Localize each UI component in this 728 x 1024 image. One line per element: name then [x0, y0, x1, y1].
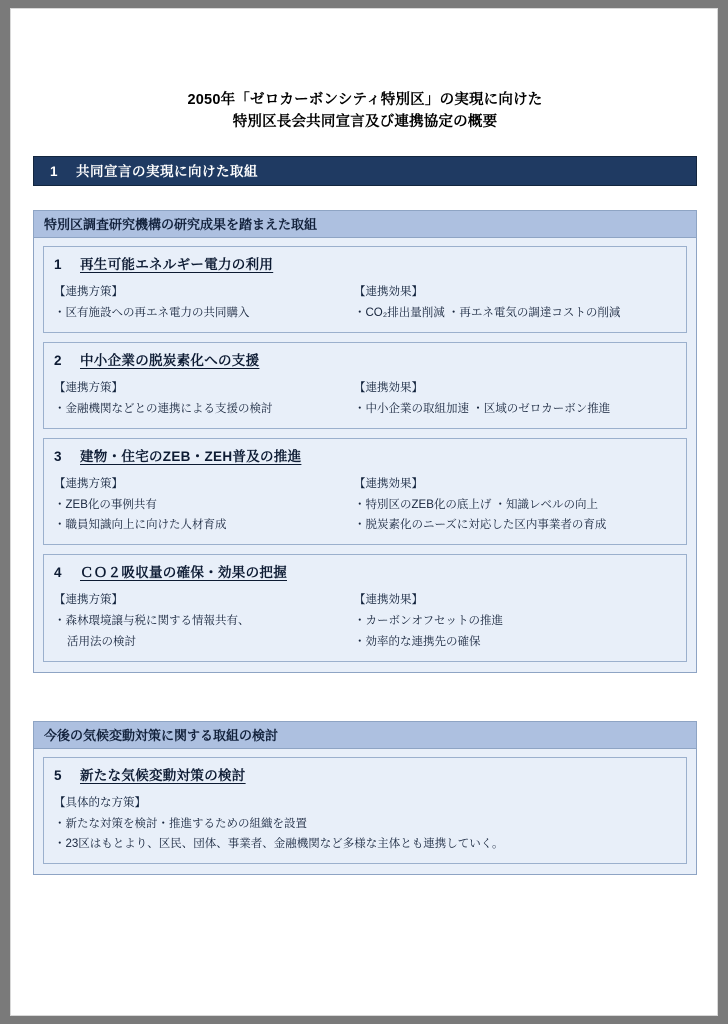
item-title-3	[54, 445, 676, 468]
group-research-outcomes	[33, 210, 697, 673]
item-number-2: 2	[54, 353, 62, 369]
item-title-5	[54, 764, 676, 787]
effects-bullet-3-1: ・特別区のZEB化の底上げ ・知識レベルの向上	[354, 499, 599, 512]
group-body-2	[34, 749, 696, 874]
effects-heading-3: 【連携効果】	[354, 478, 423, 491]
measures-bullet-3-2: ・職員知識向上に向けた人材育成	[54, 519, 227, 532]
item-3-effects	[354, 475, 676, 535]
measures-heading-2: 【連携方策】	[54, 382, 123, 395]
group-heading: 特別区調査研究機構の研究成果を踏まえた取組	[34, 211, 696, 238]
item-label-5: 新たな気候変動対策の検討	[80, 767, 246, 783]
item-title-4	[54, 561, 676, 584]
document-page	[10, 8, 718, 1016]
page-content	[33, 31, 697, 995]
measures-bullet-4-1: ・森林環境譲与税に関する情報共有、	[54, 615, 250, 628]
measures-bullet-3-1: ・ZEB化の事例共有	[54, 499, 157, 512]
item-3-measures	[54, 475, 354, 535]
page-title-line2: 特別区長会共同宣言及び連携協定の概要	[232, 114, 498, 131]
page-title-line1: 2050年「ゼロカーボンシティ特別区」の実現に向けた	[187, 92, 543, 108]
group-future-measures	[33, 721, 697, 875]
effects-bullet-4-1: ・カーボンオフセットの推進	[354, 615, 504, 628]
item-columns-3	[54, 475, 676, 535]
effects-bullet-2-1: ・中小企業の取組加速 ・区域のゼロカーボン推進	[354, 403, 611, 416]
measures-bullet-5-2: ・23区はもとより、区民、団体、事業者、金融機関など多様な主体とも連携していく。	[54, 837, 504, 850]
item-label-4: ＣＯ２吸収量の確保・効果の把握	[80, 565, 287, 581]
effects-bullet-4-2: ・効率的な連携先の確保	[354, 635, 481, 648]
item-card-4	[43, 554, 687, 661]
item-2-effects	[354, 379, 676, 419]
measures-bullet-5-1: ・新たな対策を検討・推進するための組織を設置	[54, 817, 307, 830]
item-4-effects	[354, 591, 676, 651]
item-1-effects	[354, 283, 676, 323]
measures-heading-1: 【連携方策】	[54, 285, 123, 298]
item-1-measures	[54, 283, 354, 323]
item-label-3: 建物・住宅のZEB・ZEH普及の推進	[80, 449, 302, 465]
item-number-3: 3	[54, 449, 62, 465]
page-title	[33, 89, 697, 134]
section-number: 1	[50, 163, 59, 179]
item-number-4: 4	[54, 565, 62, 581]
effects-heading-4: 【連携効果】	[354, 594, 423, 607]
measures-bullet-4-2: 活用法の検討	[67, 635, 136, 648]
item-label-2: 中小企業の脱炭素化への支援	[80, 353, 260, 369]
item-label-1: 再生可能エネルギー電力の利用	[80, 256, 274, 272]
item-card-5	[43, 757, 687, 864]
effects-heading-1: 【連携効果】	[354, 285, 423, 298]
measures-bullet-2-1: ・金融機関などとの連携による支援の検討	[54, 403, 273, 416]
item-4-measures	[54, 591, 354, 651]
item-card-3	[43, 438, 687, 545]
group-heading-2: 今後の気候変動対策に関する取組の検討	[34, 722, 696, 749]
item-columns-1	[54, 283, 676, 323]
effects-bullet-1-1: ・CO₂排出量削減 ・再エネ電気の調達コストの削減	[354, 306, 621, 319]
item-columns-4	[54, 591, 676, 651]
item-title-1	[54, 253, 676, 276]
item-card-2	[43, 342, 687, 429]
item-columns-2	[54, 379, 676, 419]
effects-heading-2: 【連携効果】	[354, 382, 423, 395]
measures-heading-5: 【具体的な方策】	[54, 796, 146, 809]
section-header-1	[33, 156, 697, 186]
effects-bullet-3-2: ・脱炭素化のニーズに対応した区内事業者の育成	[354, 519, 607, 532]
item-number-1: 1	[54, 256, 62, 272]
measures-bullet-1-1: ・区有施設への再エネ電力の共同購入	[54, 306, 250, 319]
measures-heading-4: 【連携方策】	[54, 594, 123, 607]
item-card-1	[43, 246, 687, 333]
group-body	[34, 238, 696, 672]
section-label: 共同宣言の実現に向けた取組	[76, 163, 258, 179]
measures-heading-3: 【連携方策】	[54, 478, 123, 491]
item-number-5: 5	[54, 767, 62, 783]
group-spacer	[33, 673, 697, 691]
item-2-measures	[54, 379, 354, 419]
item-title-2	[54, 349, 676, 372]
